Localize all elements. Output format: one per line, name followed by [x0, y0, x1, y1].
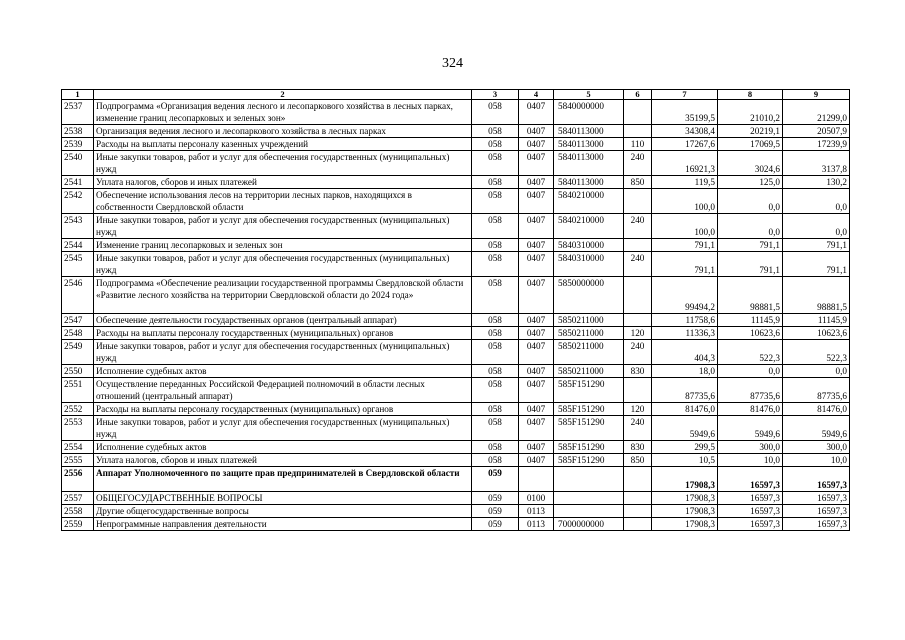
- target-article-cell: 5850211000: [554, 314, 624, 327]
- amount-year2-cell: 0,0: [718, 189, 783, 214]
- amount-year2-cell: 16597,3: [718, 492, 783, 505]
- ministry-code-cell: 058: [472, 151, 519, 176]
- target-article-cell: 5840113000: [554, 125, 624, 138]
- expense-type-cell: [624, 467, 652, 492]
- table-row: [62, 125, 850, 138]
- section-code-cell: 0407: [519, 125, 554, 138]
- column-header: 5: [554, 90, 624, 100]
- ministry-code-cell: 058: [472, 416, 519, 441]
- row-name-cell: Расходы на выплаты персоналу государственных (муниципальных) органов: [94, 403, 472, 416]
- row-name-cell: Расходы на выплаты персоналу государственных (муниципальных) органов: [94, 327, 472, 340]
- amount-year2-cell: 125,0: [718, 176, 783, 189]
- row-number-cell: 2548: [62, 327, 94, 340]
- amount-year1-cell: 11336,3: [652, 327, 718, 340]
- section-code-cell: 0407: [519, 416, 554, 441]
- amount-year3-cell: 130,2: [783, 176, 850, 189]
- target-article-cell: 5840000000: [554, 100, 624, 125]
- row-number-cell: 2555: [62, 454, 94, 467]
- target-article-cell: 5840113000: [554, 151, 624, 176]
- row-number-cell: 2541: [62, 176, 94, 189]
- row-name-cell: Подпрограмма «Обеспечение реализации государственной программы Свердловской области «Развитие лесного хозяйства на территории Свердловской области до 2024 года»: [94, 277, 472, 314]
- target-article-cell: 585F151290: [554, 454, 624, 467]
- amount-year1-cell: 87735,6: [652, 378, 718, 403]
- amount-year2-cell: 0,0: [718, 365, 783, 378]
- ministry-code-cell: 058: [472, 176, 519, 189]
- amount-year1-cell: 404,3: [652, 340, 718, 365]
- amount-year3-cell: 16597,3: [783, 492, 850, 505]
- section-code-cell: 0407: [519, 239, 554, 252]
- amount-year3-cell: 20507,9: [783, 125, 850, 138]
- table-row: [62, 189, 850, 214]
- row-number-cell: 2558: [62, 505, 94, 518]
- amount-year2-cell: 16597,3: [718, 467, 783, 492]
- ministry-code-cell: 058: [472, 403, 519, 416]
- amount-year1-cell: 791,1: [652, 239, 718, 252]
- target-article-cell: 5850211000: [554, 365, 624, 378]
- budget-table: [61, 89, 850, 531]
- section-code-cell: 0407: [519, 252, 554, 277]
- expense-type-cell: [624, 239, 652, 252]
- row-name-cell: Расходы на выплаты персоналу казенных учреждений: [94, 138, 472, 151]
- target-article-cell: 7000000000: [554, 518, 624, 531]
- row-name-cell: Подпрограмма «Организация ведения лесного и лесопаркового хозяйства в лесных парках, изменение границ лесопарковых и зеленых зон»: [94, 100, 472, 125]
- table-row: [62, 492, 850, 505]
- ministry-code-cell: 059: [472, 505, 519, 518]
- row-number-cell: 2547: [62, 314, 94, 327]
- target-article-cell: 5840210000: [554, 214, 624, 239]
- ministry-code-cell: 058: [472, 314, 519, 327]
- amount-year1-cell: 299,5: [652, 441, 718, 454]
- amount-year1-cell: 18,0: [652, 365, 718, 378]
- table-row: [62, 378, 850, 403]
- amount-year2-cell: 98881,5: [718, 277, 783, 314]
- row-number-cell: 2556: [62, 467, 94, 492]
- section-code-cell: 0407: [519, 214, 554, 239]
- section-code-cell: 0407: [519, 441, 554, 454]
- row-number-cell: 2550: [62, 365, 94, 378]
- amount-year2-cell: 10623,6: [718, 327, 783, 340]
- row-name-cell: Осуществление переданных Российской Федерацией полномочий в области лесных отношений (центральный аппарат): [94, 378, 472, 403]
- section-code-cell: 0100: [519, 492, 554, 505]
- amount-year3-cell: 0,0: [783, 189, 850, 214]
- column-header: 9: [783, 90, 850, 100]
- amount-year3-cell: 300,0: [783, 441, 850, 454]
- expense-type-cell: [624, 100, 652, 125]
- amount-year3-cell: 10,0: [783, 454, 850, 467]
- expense-type-cell: [624, 505, 652, 518]
- row-name-cell: Другие общегосударственные вопросы: [94, 505, 472, 518]
- table-row: [62, 138, 850, 151]
- amount-year3-cell: 3137,8: [783, 151, 850, 176]
- row-number-cell: 2546: [62, 277, 94, 314]
- ministry-code-cell: 058: [472, 454, 519, 467]
- ministry-code-cell: 058: [472, 138, 519, 151]
- target-article-cell: 5840113000: [554, 176, 624, 189]
- ministry-code-cell: 059: [472, 518, 519, 531]
- section-code-cell: 0407: [519, 138, 554, 151]
- table-row: [62, 214, 850, 239]
- expense-type-cell: [624, 125, 652, 138]
- ministry-code-cell: 058: [472, 189, 519, 214]
- amount-year2-cell: 522,3: [718, 340, 783, 365]
- table-row: [62, 239, 850, 252]
- amount-year2-cell: 5949,6: [718, 416, 783, 441]
- ministry-code-cell: 058: [472, 239, 519, 252]
- table-row: [62, 365, 850, 378]
- ministry-code-cell: 058: [472, 125, 519, 138]
- amount-year1-cell: 16921,3: [652, 151, 718, 176]
- expense-type-cell: 240: [624, 252, 652, 277]
- amount-year2-cell: 10,0: [718, 454, 783, 467]
- amount-year3-cell: 5949,6: [783, 416, 850, 441]
- ministry-code-cell: 058: [472, 365, 519, 378]
- row-name-cell: Уплата налогов, сборов и иных платежей: [94, 176, 472, 189]
- ministry-code-cell: 059: [472, 492, 519, 505]
- expense-type-cell: 120: [624, 403, 652, 416]
- row-number-cell: 2542: [62, 189, 94, 214]
- amount-year2-cell: 16597,3: [718, 518, 783, 531]
- target-article-cell: [554, 492, 624, 505]
- table-row: [62, 403, 850, 416]
- ministry-code-cell: 058: [472, 277, 519, 314]
- section-code-cell: 0113: [519, 518, 554, 531]
- amount-year3-cell: 17239,9: [783, 138, 850, 151]
- amount-year2-cell: 17069,5: [718, 138, 783, 151]
- section-code-cell: 0407: [519, 327, 554, 340]
- row-number-cell: 2549: [62, 340, 94, 365]
- amount-year2-cell: 791,1: [718, 239, 783, 252]
- amount-year3-cell: 16597,3: [783, 467, 850, 492]
- row-name-cell: Уплата налогов, сборов и иных платежей: [94, 454, 472, 467]
- table-header-row: [62, 90, 850, 100]
- table-row: [62, 416, 850, 441]
- amount-year1-cell: 34308,4: [652, 125, 718, 138]
- expense-type-cell: [624, 277, 652, 314]
- expense-type-cell: [624, 314, 652, 327]
- row-name-cell: Изменение границ лесопарковых и зеленых зон: [94, 239, 472, 252]
- amount-year1-cell: 10,5: [652, 454, 718, 467]
- amount-year1-cell: 17908,3: [652, 492, 718, 505]
- amount-year3-cell: 0,0: [783, 214, 850, 239]
- amount-year3-cell: 98881,5: [783, 277, 850, 314]
- ministry-code-cell: 058: [472, 100, 519, 125]
- row-number-cell: 2552: [62, 403, 94, 416]
- column-header: 2: [94, 90, 472, 100]
- amount-year2-cell: 20219,1: [718, 125, 783, 138]
- row-number-cell: 2553: [62, 416, 94, 441]
- table-row: [62, 454, 850, 467]
- target-article-cell: 585F151290: [554, 416, 624, 441]
- amount-year3-cell: 81476,0: [783, 403, 850, 416]
- ministry-code-cell: 058: [472, 378, 519, 403]
- target-article-cell: 5840210000: [554, 189, 624, 214]
- amount-year1-cell: 119,5: [652, 176, 718, 189]
- row-name-cell: Иные закупки товаров, работ и услуг для обеспечения государственных (муниципальных) нужд: [94, 340, 472, 365]
- row-number-cell: 2543: [62, 214, 94, 239]
- amount-year1-cell: 17908,3: [652, 467, 718, 492]
- ministry-code-cell: 058: [472, 214, 519, 239]
- row-name-cell: Исполнение судебных актов: [94, 441, 472, 454]
- amount-year1-cell: 100,0: [652, 189, 718, 214]
- amount-year1-cell: 5949,6: [652, 416, 718, 441]
- column-header: 6: [624, 90, 652, 100]
- target-article-cell: 585F151290: [554, 441, 624, 454]
- expense-type-cell: [624, 492, 652, 505]
- table-row: [62, 327, 850, 340]
- expense-type-cell: [624, 189, 652, 214]
- row-name-cell: Иные закупки товаров, работ и услуг для обеспечения государственных (муниципальных) нужд: [94, 214, 472, 239]
- amount-year1-cell: 791,1: [652, 252, 718, 277]
- row-number-cell: 2559: [62, 518, 94, 531]
- page-number: 324: [442, 56, 463, 71]
- row-name-cell: Обеспечение деятельности государственных органов (центральный аппарат): [94, 314, 472, 327]
- section-code-cell: 0407: [519, 365, 554, 378]
- amount-year2-cell: 11145,9: [718, 314, 783, 327]
- section-code-cell: 0113: [519, 505, 554, 518]
- target-article-cell: 5840310000: [554, 239, 624, 252]
- amount-year3-cell: 87735,6: [783, 378, 850, 403]
- amount-year3-cell: 16597,3: [783, 518, 850, 531]
- column-header: 3: [472, 90, 519, 100]
- target-article-cell: 5850000000: [554, 277, 624, 314]
- amount-year3-cell: 522,3: [783, 340, 850, 365]
- row-number-cell: 2551: [62, 378, 94, 403]
- amount-year1-cell: 81476,0: [652, 403, 718, 416]
- expense-type-cell: 850: [624, 454, 652, 467]
- row-number-cell: 2544: [62, 239, 94, 252]
- section-code-cell: 0407: [519, 314, 554, 327]
- row-name-cell: Иные закупки товаров, работ и услуг для обеспечения государственных (муниципальных) нужд: [94, 416, 472, 441]
- target-article-cell: 5850211000: [554, 340, 624, 365]
- row-name-cell: ОБЩЕГОСУДАРСТВЕННЫЕ ВОПРОСЫ: [94, 492, 472, 505]
- amount-year2-cell: 21010,2: [718, 100, 783, 125]
- ministry-code-cell: 058: [472, 252, 519, 277]
- section-code-cell: 0407: [519, 403, 554, 416]
- amount-year1-cell: 11758,6: [652, 314, 718, 327]
- row-number-cell: 2538: [62, 125, 94, 138]
- target-article-cell: 5840113000: [554, 138, 624, 151]
- row-number-cell: 2554: [62, 441, 94, 454]
- table-row: [62, 100, 850, 125]
- expense-type-cell: 830: [624, 365, 652, 378]
- column-header: 1: [62, 90, 94, 100]
- section-code-cell: 0407: [519, 151, 554, 176]
- target-article-cell: 5850211000: [554, 327, 624, 340]
- amount-year3-cell: 791,1: [783, 252, 850, 277]
- amount-year2-cell: 87735,6: [718, 378, 783, 403]
- expense-type-cell: 120: [624, 327, 652, 340]
- table-row: [62, 314, 850, 327]
- table-row: [62, 505, 850, 518]
- ministry-code-cell: 058: [472, 327, 519, 340]
- amount-year1-cell: 100,0: [652, 214, 718, 239]
- section-code-cell: [519, 467, 554, 492]
- row-number-cell: 2540: [62, 151, 94, 176]
- table-row: [62, 340, 850, 365]
- expense-type-cell: 240: [624, 340, 652, 365]
- target-article-cell: 585F151290: [554, 378, 624, 403]
- amount-year1-cell: 35199,5: [652, 100, 718, 125]
- table-row: [62, 277, 850, 314]
- section-code-cell: 0407: [519, 100, 554, 125]
- row-name-cell: Иные закупки товаров, работ и услуг для обеспечения государственных (муниципальных) нужд: [94, 252, 472, 277]
- target-article-cell: 585F151290: [554, 403, 624, 416]
- amount-year1-cell: 17908,3: [652, 505, 718, 518]
- row-name-cell: Иные закупки товаров, работ и услуг для обеспечения государственных (муниципальных) нужд: [94, 151, 472, 176]
- target-article-cell: 5840310000: [554, 252, 624, 277]
- expense-type-cell: 240: [624, 151, 652, 176]
- row-name-cell: Организация ведения лесного и лесопаркового хозяйства в лесных парках: [94, 125, 472, 138]
- section-code-cell: 0407: [519, 340, 554, 365]
- expense-type-cell: [624, 378, 652, 403]
- table-row: [62, 467, 850, 492]
- ministry-code-cell: 058: [472, 340, 519, 365]
- section-code-cell: 0407: [519, 277, 554, 314]
- amount-year2-cell: 3024,6: [718, 151, 783, 176]
- amount-year1-cell: 99494,2: [652, 277, 718, 314]
- amount-year3-cell: 11145,9: [783, 314, 850, 327]
- table-row: [62, 518, 850, 531]
- amount-year2-cell: 300,0: [718, 441, 783, 454]
- column-header: 8: [718, 90, 783, 100]
- expense-type-cell: 240: [624, 416, 652, 441]
- row-number-cell: 2537: [62, 100, 94, 125]
- table-row: [62, 252, 850, 277]
- amount-year3-cell: 10623,6: [783, 327, 850, 340]
- row-name-cell: Непрограммные направления деятельности: [94, 518, 472, 531]
- amount-year2-cell: 791,1: [718, 252, 783, 277]
- table-row: [62, 441, 850, 454]
- expense-type-cell: 830: [624, 441, 652, 454]
- target-article-cell: [554, 467, 624, 492]
- section-code-cell: 0407: [519, 378, 554, 403]
- section-code-cell: 0407: [519, 189, 554, 214]
- column-header: 7: [652, 90, 718, 100]
- amount-year2-cell: 16597,3: [718, 505, 783, 518]
- row-name-cell: Исполнение судебных актов: [94, 365, 472, 378]
- expense-type-cell: 850: [624, 176, 652, 189]
- table-row: [62, 176, 850, 189]
- row-number-cell: 2557: [62, 492, 94, 505]
- target-article-cell: [554, 505, 624, 518]
- amount-year3-cell: 791,1: [783, 239, 850, 252]
- row-name-cell: Обеспечение использования лесов на территории лесных парков, находящихся в собственности Свердловской области: [94, 189, 472, 214]
- section-code-cell: 0407: [519, 454, 554, 467]
- amount-year2-cell: 81476,0: [718, 403, 783, 416]
- table-row: [62, 151, 850, 176]
- expense-type-cell: 110: [624, 138, 652, 151]
- column-header: 4: [519, 90, 554, 100]
- expense-type-cell: [624, 518, 652, 531]
- ministry-code-cell: 058: [472, 441, 519, 454]
- row-number-cell: 2539: [62, 138, 94, 151]
- amount-year2-cell: 0,0: [718, 214, 783, 239]
- amount-year1-cell: 17267,6: [652, 138, 718, 151]
- amount-year3-cell: 0,0: [783, 365, 850, 378]
- ministry-code-cell: 059: [472, 467, 519, 492]
- amount-year3-cell: 16597,3: [783, 505, 850, 518]
- row-number-cell: 2545: [62, 252, 94, 277]
- section-code-cell: 0407: [519, 176, 554, 189]
- amount-year3-cell: 21299,0: [783, 100, 850, 125]
- row-name-cell: Аппарат Уполномоченного по защите прав предпринимателей в Свердловской области: [94, 467, 472, 492]
- amount-year1-cell: 17908,3: [652, 518, 718, 531]
- expense-type-cell: 240: [624, 214, 652, 239]
